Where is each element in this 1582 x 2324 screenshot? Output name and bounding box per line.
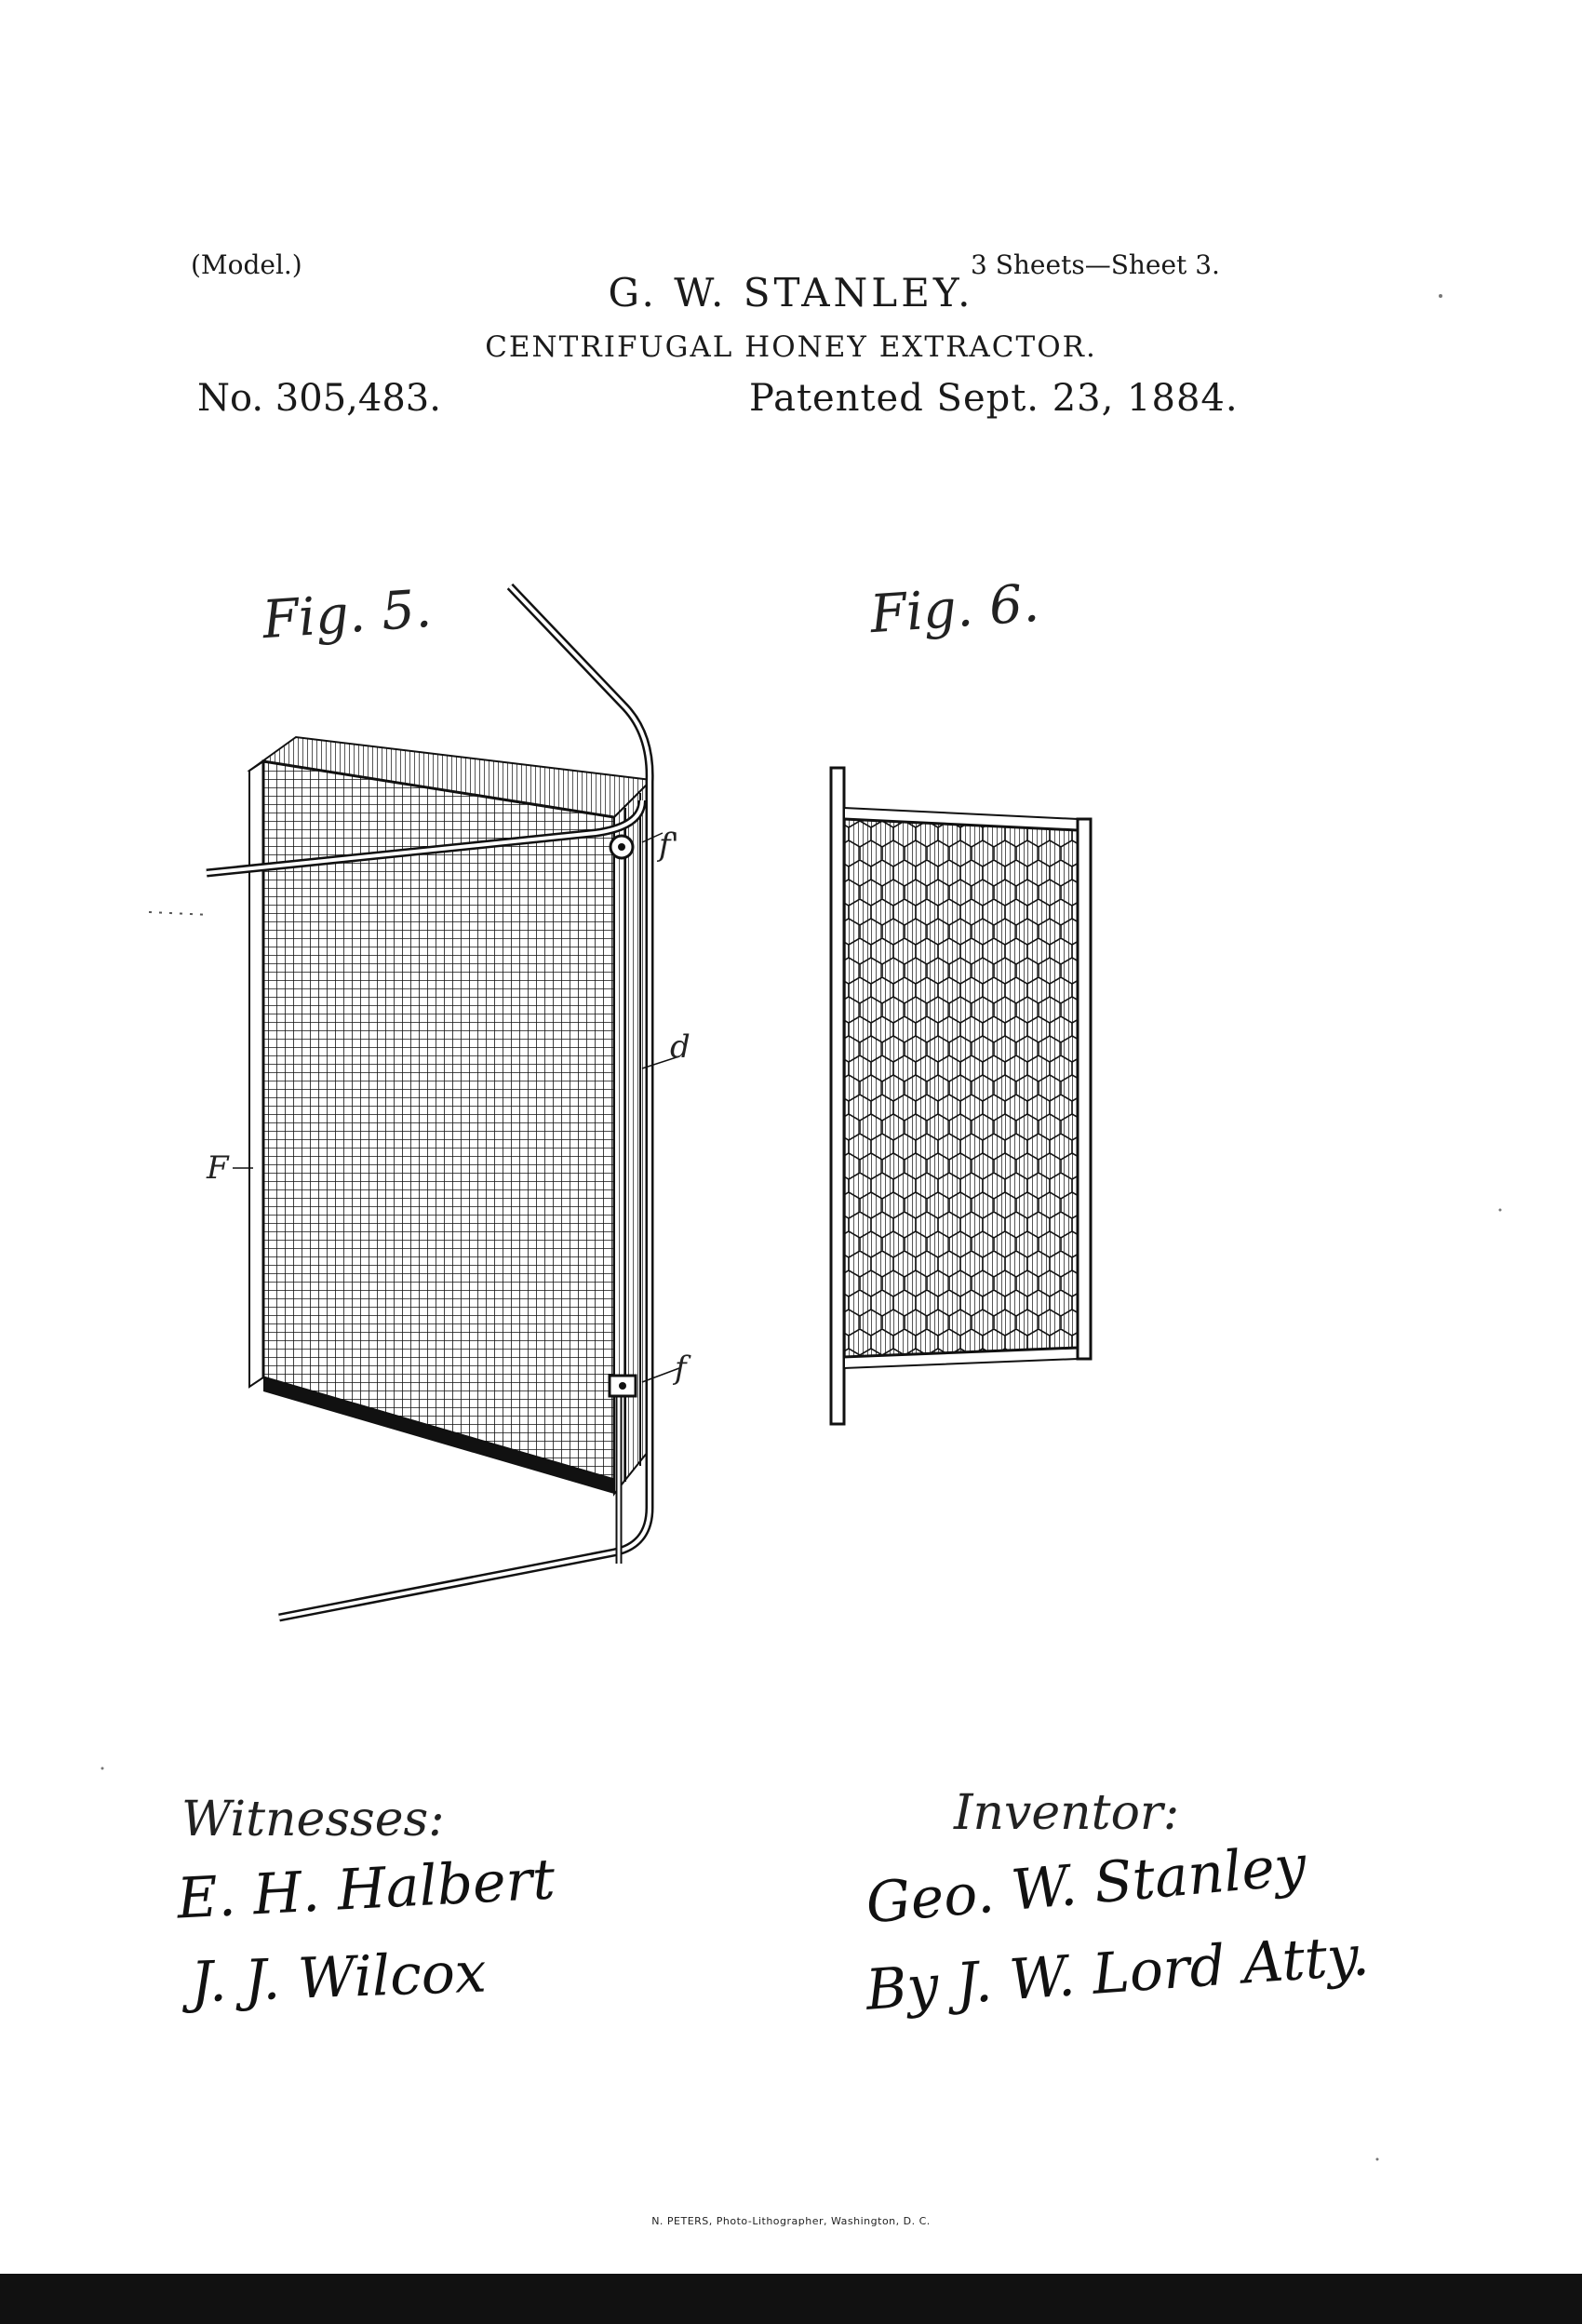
lithographer-credit: N. PETERS, Photo-Lithographer, Washington, D. C.: [651, 2215, 931, 2227]
inventor-signature: Geo. W. Stanley: [863, 1833, 1309, 1937]
ref-d: d: [670, 1028, 690, 1066]
fig5-drawing: [149, 586, 679, 1618]
witnesses-label: Witnesses:: [181, 1792, 445, 1847]
fig5-label: Fig. 5.: [260, 578, 434, 652]
ref-f-prime: f': [659, 826, 679, 864]
inventor-name: G. W. STANLEY.: [608, 270, 974, 316]
invention-title: CENTRIFUGAL HONEY EXTRACTOR.: [485, 330, 1097, 364]
ref-F: F: [207, 1149, 229, 1187]
attorney-signature: By J. W. Lord Atty.: [864, 1923, 1372, 2023]
witness-signature-2: J. J. Wilcox: [189, 1940, 488, 2016]
model-label: (Model.): [191, 249, 302, 280]
sheet-number: 3 Sheets—Sheet 3.: [971, 249, 1220, 280]
fig6-drawing: [831, 768, 1091, 1424]
ref-f: f: [675, 1350, 687, 1387]
patent-date: Patented Sept. 23, 1884.: [749, 377, 1239, 420]
fig6-label: Fig. 6.: [867, 572, 1041, 646]
inventor-label: Inventor:: [954, 1785, 1180, 1841]
witness-signature-1: E. H. Halbert: [175, 1847, 556, 1932]
scan-edge-bar: [0, 2274, 1582, 2324]
patent-number: No. 305,483.: [197, 377, 441, 420]
